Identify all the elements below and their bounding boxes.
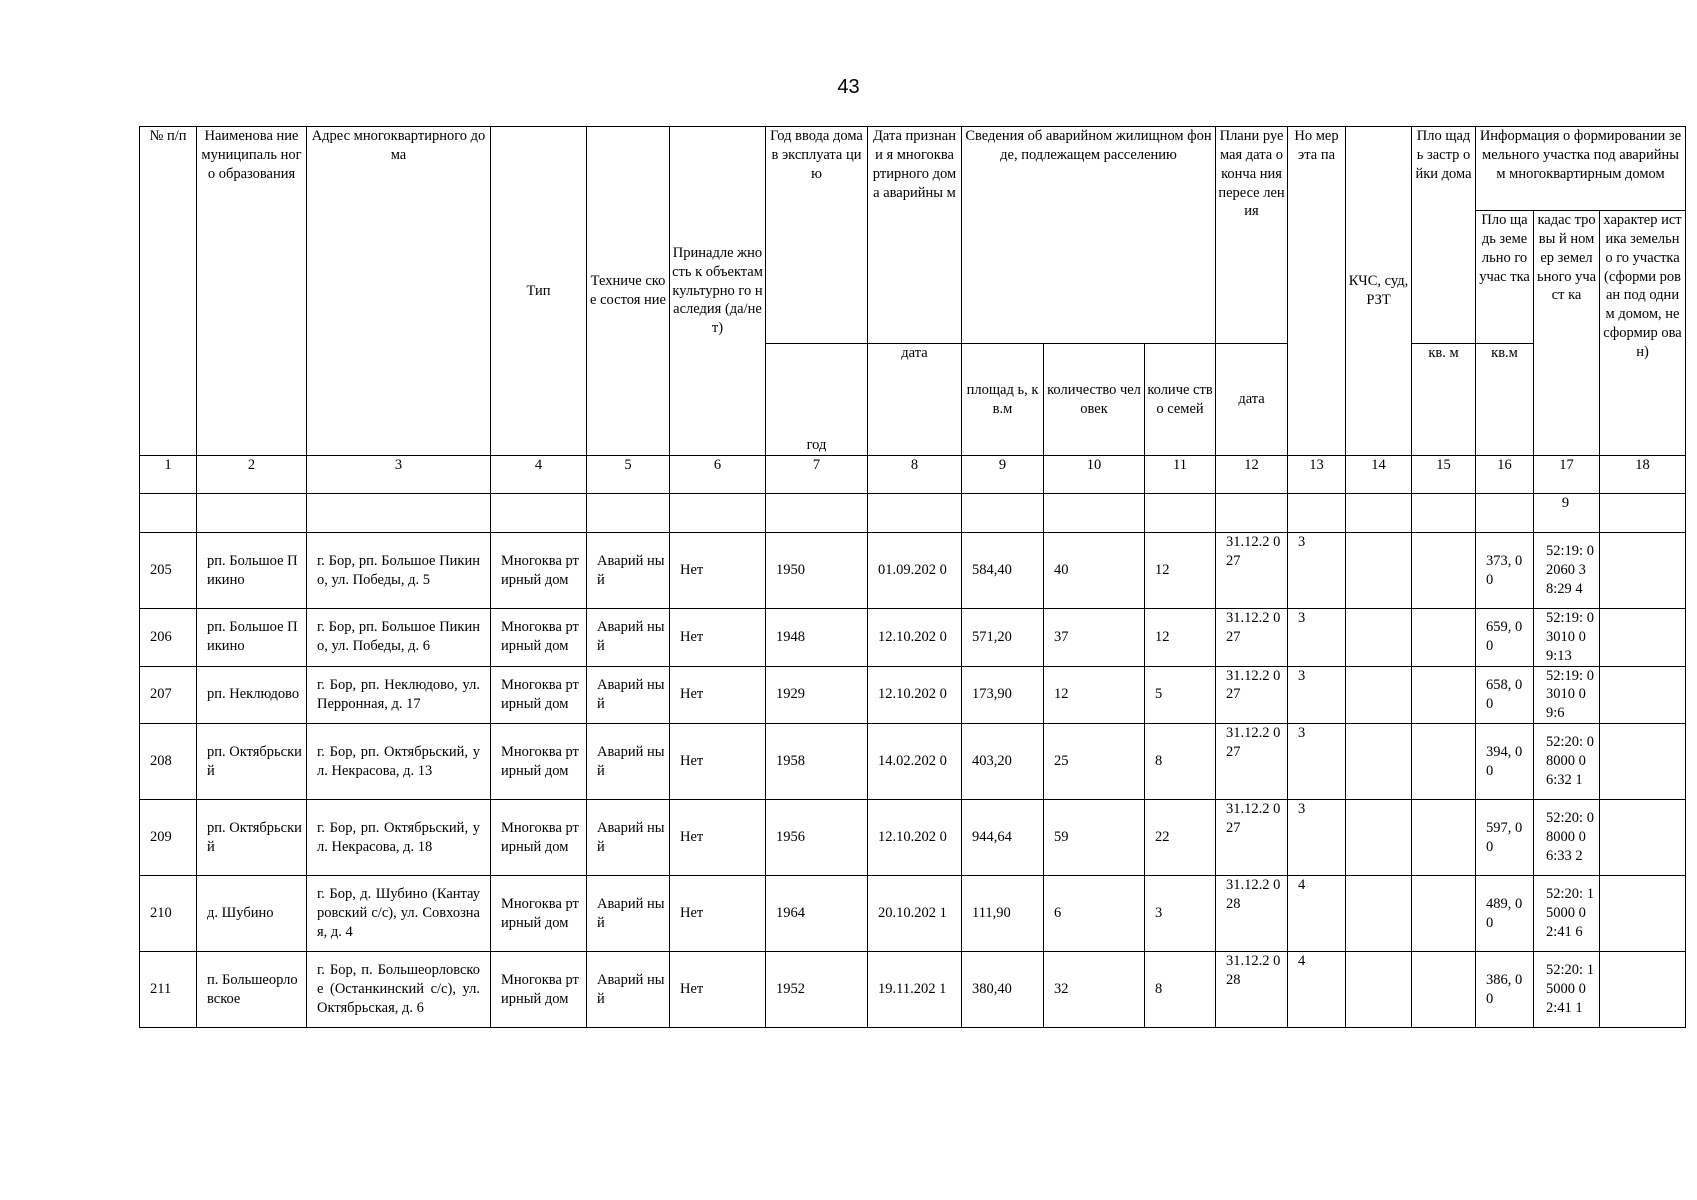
families-cell: 5 (1145, 666, 1216, 724)
header-technical-state: Техниче ское состоя ние (587, 127, 670, 456)
header-commission-year: Год ввода дома в эксплуата цию (766, 127, 868, 344)
address-cell: г. Бор, рп. Большое Пикино, ул. Победы, д. 5 (307, 533, 491, 609)
building-area-cell (1412, 952, 1476, 1028)
column-number: 7 (766, 456, 868, 494)
stage-cell: 4 (1288, 952, 1346, 1028)
blank-row-note: 9 (1534, 494, 1600, 533)
address-cell: г. Бор, п. Большеорловское (Останкинский с/с), ул. Октябрьская, д. 6 (307, 952, 491, 1028)
header-stage-number: Но мер эта па (1288, 127, 1346, 456)
type-cell: Многоква ртирный дом (491, 533, 587, 609)
building-area-cell (1412, 800, 1476, 876)
cadastral-cell: 52:20: 15000 02:41 6 (1534, 876, 1600, 952)
building-area-cell (1412, 876, 1476, 952)
families-cell: 8 (1145, 724, 1216, 800)
state-cell: Аварий ный (587, 666, 670, 724)
emergency-housing-table (139, 126, 1686, 1028)
row-number: 205 (140, 533, 197, 609)
state-cell: Аварий ный (587, 876, 670, 952)
row-number: 211 (140, 952, 197, 1028)
heritage-cell: Нет (670, 800, 766, 876)
header-land-plot-info: Информация о формировании земельного участка под аварийным многоквартирным домом (1476, 127, 1686, 211)
land-area-cell: 597, 00 (1476, 800, 1534, 876)
column-number: 13 (1288, 456, 1346, 494)
column-number: 17 (1534, 456, 1600, 494)
column-number-row (140, 456, 1686, 494)
column-number: 18 (1600, 456, 1686, 494)
families-cell: 12 (1145, 533, 1216, 609)
blank-row (140, 494, 1686, 533)
kchs-cell (1346, 800, 1412, 876)
heritage-cell: Нет (670, 666, 766, 724)
header-municipality: Наименова ние муниципаль ного образования (197, 127, 307, 456)
kchs-cell (1346, 609, 1412, 667)
recognition-date-cell: 19.11.202 1 (868, 952, 962, 1028)
heritage-cell: Нет (670, 876, 766, 952)
recognition-date-cell: 20.10.202 1 (868, 876, 962, 952)
land-characteristic-cell (1600, 876, 1686, 952)
table-row (140, 800, 1686, 876)
municipality-cell: д. Шубино (197, 876, 307, 952)
area-cell: 380,40 (962, 952, 1044, 1028)
heritage-cell: Нет (670, 609, 766, 667)
type-cell: Многоква ртирный дом (491, 800, 587, 876)
heritage-cell: Нет (670, 533, 766, 609)
municipality-cell: рп. Неклюдово (197, 666, 307, 724)
column-number: 2 (197, 456, 307, 494)
recognition-date-cell: 12.10.202 0 (868, 800, 962, 876)
kchs-cell (1346, 666, 1412, 724)
stage-cell: 3 (1288, 724, 1346, 800)
type-cell: Многоква ртирный дом (491, 952, 587, 1028)
area-cell: 173,90 (962, 666, 1044, 724)
municipality-cell: рп. Октябрьски й (197, 800, 307, 876)
sub-header-year: год (766, 344, 868, 456)
address-cell: г. Бор, рп. Неклюдово, ул. Перронная, д. 17 (307, 666, 491, 724)
row-number: 209 (140, 800, 197, 876)
year-cell: 1958 (766, 724, 868, 800)
municipality-cell: рп. Октябрьски й (197, 724, 307, 800)
heritage-cell: Нет (670, 952, 766, 1028)
families-cell: 3 (1145, 876, 1216, 952)
header-land-area: Пло щадь земе льно го учас тка (1476, 211, 1534, 344)
land-area-cell: 658, 00 (1476, 666, 1534, 724)
stage-cell: 4 (1288, 876, 1346, 952)
column-number: 15 (1412, 456, 1476, 494)
header-kchs: КЧС, суд, РЗТ (1346, 127, 1412, 456)
column-number: 16 (1476, 456, 1534, 494)
year-cell: 1950 (766, 533, 868, 609)
page-number: 43 (837, 76, 860, 98)
header-number: № п/п (140, 127, 197, 456)
area-cell: 571,20 (962, 609, 1044, 667)
year-cell: 1956 (766, 800, 868, 876)
sub-header-land-area-unit: кв.м (1476, 344, 1534, 456)
address-cell: г. Бор, д. Шубино (Кантауровский с/с), ул. Совхозная, д. 4 (307, 876, 491, 952)
land-area-cell: 394, 00 (1476, 724, 1534, 800)
recognition-date-cell: 12.10.202 0 (868, 666, 962, 724)
cadastral-cell: 52:19: 03010 09:13 (1534, 609, 1600, 667)
land-characteristic-cell (1600, 800, 1686, 876)
people-cell: 59 (1044, 800, 1145, 876)
cadastral-cell: 52:19: 02060 38:29 4 (1534, 533, 1600, 609)
column-number: 14 (1346, 456, 1412, 494)
stage-cell: 3 (1288, 666, 1346, 724)
sub-header-planned-date: дата (1216, 344, 1288, 456)
column-number: 11 (1145, 456, 1216, 494)
land-characteristic-cell (1600, 666, 1686, 724)
row-number: 208 (140, 724, 197, 800)
header-cadastral-number: кадас тровы й номер земел ьного участ ка (1534, 211, 1600, 456)
people-cell: 6 (1044, 876, 1145, 952)
header-address: Адрес многоквартирного дома (307, 127, 491, 456)
row-number: 207 (140, 666, 197, 724)
people-cell: 12 (1044, 666, 1145, 724)
recognition-date-cell: 01.09.202 0 (868, 533, 962, 609)
state-cell: Аварий ный (587, 800, 670, 876)
area-cell: 403,20 (962, 724, 1044, 800)
planned-date-cell: 31.12.2 027 (1216, 609, 1288, 667)
cadastral-cell: 52:20: 15000 02:41 1 (1534, 952, 1600, 1028)
planned-date-cell: 31.12.2 027 (1216, 724, 1288, 800)
area-cell: 584,40 (962, 533, 1044, 609)
municipality-cell: п. Большеорло вское (197, 952, 307, 1028)
cadastral-cell: 52:20: 08000 06:32 1 (1534, 724, 1600, 800)
heritage-cell: Нет (670, 724, 766, 800)
planned-date-cell: 31.12.2 028 (1216, 876, 1288, 952)
column-number: 12 (1216, 456, 1288, 494)
land-characteristic-cell (1600, 952, 1686, 1028)
cadastral-cell: 52:19: 03010 09:6 (1534, 666, 1600, 724)
address-cell: г. Бор, рп. Октябрьский, ул. Некрасова, д. 18 (307, 800, 491, 876)
type-cell: Многоква ртирный дом (491, 724, 587, 800)
planned-date-cell: 31.12.2 027 (1216, 666, 1288, 724)
stage-cell: 3 (1288, 800, 1346, 876)
header-housing-info: Сведения об аварийном жилищном фонде, подлежащем расселению (962, 127, 1216, 344)
municipality-cell: рп. Большое Пикино (197, 533, 307, 609)
building-area-cell (1412, 533, 1476, 609)
recognition-date-cell: 14.02.202 0 (868, 724, 962, 800)
land-area-cell: 386, 00 (1476, 952, 1534, 1028)
column-number: 8 (868, 456, 962, 494)
header-building-area: Пло щадь застр ойки дома (1412, 127, 1476, 344)
row-number: 206 (140, 609, 197, 667)
row-number: 210 (140, 876, 197, 952)
land-characteristic-cell (1600, 724, 1686, 800)
land-area-cell: 489, 00 (1476, 876, 1534, 952)
type-cell: Многоква ртирный дом (491, 609, 587, 667)
type-cell: Многоква ртирный дом (491, 876, 587, 952)
header-planned-date: Плани руемая дата оконча ния пересе ления (1216, 127, 1288, 344)
table-row (140, 952, 1686, 1028)
year-cell: 1929 (766, 666, 868, 724)
address-cell: г. Бор, рп. Октябрьский, ул. Некрасова, д. 13 (307, 724, 491, 800)
type-cell: Многоква ртирный дом (491, 666, 587, 724)
year-cell: 1948 (766, 609, 868, 667)
planned-date-cell: 31.12.2 028 (1216, 952, 1288, 1028)
column-number: 3 (307, 456, 491, 494)
land-characteristic-cell (1600, 533, 1686, 609)
column-number: 9 (962, 456, 1044, 494)
people-cell: 32 (1044, 952, 1145, 1028)
address-cell: г. Бор, рп. Большое Пикино, ул. Победы, д. 6 (307, 609, 491, 667)
land-characteristic-cell (1600, 609, 1686, 667)
building-area-cell (1412, 666, 1476, 724)
area-cell: 111,90 (962, 876, 1044, 952)
year-cell: 1964 (766, 876, 868, 952)
header-type: Тип (491, 127, 587, 456)
header-land-characteristic: характер истика земельно го участка (сформи рован под одним домом, не сформир ован) (1600, 211, 1686, 456)
kchs-cell (1346, 876, 1412, 952)
land-area-cell: 373, 00 (1476, 533, 1534, 609)
state-cell: Аварий ный (587, 609, 670, 667)
people-cell: 37 (1044, 609, 1145, 667)
kchs-cell (1346, 724, 1412, 800)
building-area-cell (1412, 609, 1476, 667)
planned-date-cell: 31.12.2 027 (1216, 800, 1288, 876)
people-cell: 40 (1044, 533, 1145, 609)
header-heritage: Принадле жность к объектам культурно го наследия (да/нет) (670, 127, 766, 456)
table-row (140, 533, 1686, 609)
state-cell: Аварий ный (587, 952, 670, 1028)
families-cell: 8 (1145, 952, 1216, 1028)
sub-header-families: количе ство семей (1145, 344, 1216, 456)
area-cell: 944,64 (962, 800, 1044, 876)
column-number: 6 (670, 456, 766, 494)
table-row (140, 609, 1686, 667)
people-cell: 25 (1044, 724, 1145, 800)
state-cell: Аварий ный (587, 724, 670, 800)
kchs-cell (1346, 533, 1412, 609)
sub-header-area: площад ь, кв.м (962, 344, 1044, 456)
column-number: 5 (587, 456, 670, 494)
planned-date-cell: 31.12.2 027 (1216, 533, 1288, 609)
families-cell: 22 (1145, 800, 1216, 876)
column-number: 1 (140, 456, 197, 494)
table-row (140, 724, 1686, 800)
year-cell: 1952 (766, 952, 868, 1028)
families-cell: 12 (1145, 609, 1216, 667)
table-row (140, 876, 1686, 952)
land-area-cell: 659, 00 (1476, 609, 1534, 667)
kchs-cell (1346, 952, 1412, 1028)
column-number: 4 (491, 456, 587, 494)
table-row (140, 666, 1686, 724)
stage-cell: 3 (1288, 533, 1346, 609)
building-area-cell (1412, 724, 1476, 800)
stage-cell: 3 (1288, 609, 1346, 667)
sub-header-date: дата (868, 344, 962, 456)
state-cell: Аварий ный (587, 533, 670, 609)
municipality-cell: рп. Большое Пикино (197, 609, 307, 667)
sub-header-people: количество человек (1044, 344, 1145, 456)
recognition-date-cell: 12.10.202 0 (868, 609, 962, 667)
cadastral-cell: 52:20: 08000 06:33 2 (1534, 800, 1600, 876)
sub-header-building-area-unit: кв. м (1412, 344, 1476, 456)
column-number: 10 (1044, 456, 1145, 494)
header-recognition-date: Дата признани я многоква ртирного дома аварийны м (868, 127, 962, 344)
